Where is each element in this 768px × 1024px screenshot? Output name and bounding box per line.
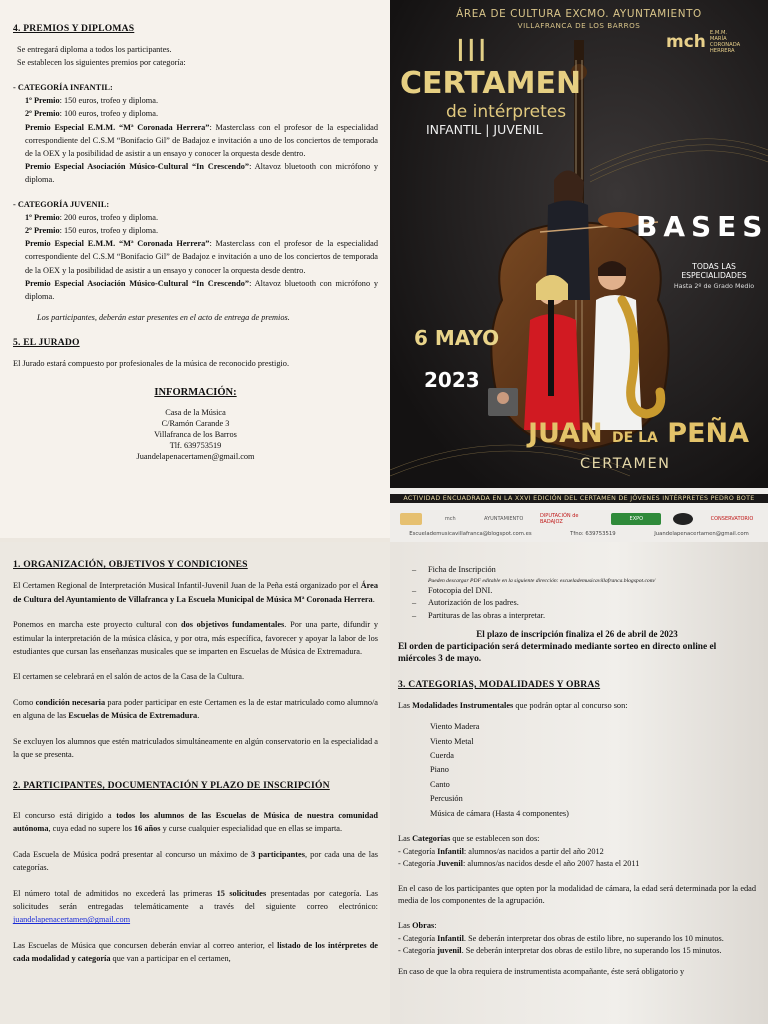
s1-paragraph-1: El Certamen Regional de Interpretación Musical Infantil-Juvenil Juan de la Peña está organizado por el Área de Cultura del Ayuntamiento de Villafranca y La Escuela Municipal de Música Mª Coronada Herrera. [13, 581, 378, 604]
documents-list [398, 564, 756, 622]
edition-number: III [456, 34, 489, 69]
s1-paragraph-3: El certamen se celebrará en el salón de actos de la Casa de la Cultura. [13, 672, 245, 682]
email-link[interactable]: juandelapenacertamen@gmail.com [13, 915, 131, 925]
categories-text: INFANTIL | JUVENIL [426, 122, 543, 137]
activity-text: ACTIVIDAD ENCUADRADA EN LA XXVI EDICIÓN DEL CERTAMEN DE JÓVENES INTÉRPRETES PEDRO BOTE [390, 494, 768, 503]
s2-paragraph-4: Las Escuelas de Música que concursen deberán enviar al correo anterior, el listado de los intérpretes de cada modalidad y categoría que van a participar en el certamen, [13, 940, 378, 964]
section-1-heading: 1. ORGANIZACIÓN, OBJETIVOS Y CONDICIONES [13, 559, 248, 570]
accompanist-note: En caso de que la obra requiera de instrumentista acompañante, éste será obligatorio y [398, 966, 685, 976]
presence-note: Los participantes, deberán estar presentes en el acto de entrega de premios. [37, 312, 290, 322]
de-interpretes: de intérpretes [446, 102, 567, 122]
sponsor-logos [400, 508, 760, 530]
conservatorio-logo: CONSERVATORIO [710, 516, 754, 522]
list-item: Viento Metal [430, 736, 474, 746]
infantil-title: - CATEGORÍA INFANTIL: [13, 83, 113, 93]
s1-paragraph-4: Como condición necesaria para poder participar en este Certamen es la de estar matriculado como alumno/a en alguna de las Escuelas de Música de Extremadura. [13, 697, 378, 721]
list-item: – Autorización de los padres. [398, 597, 756, 610]
section-2-heading: 2. PARTICIPANTES, DOCUMENTACIÓN Y PLAZO DE INSCRIPCIÓN [13, 780, 330, 792]
jury-text: El Jurado estará compuesto por profesionales de la música de reconocido prestigio. [13, 358, 290, 368]
list-item: – Ficha de Inscripción Pueden descargar PDF editable en la siguiente dirección: escuelademusicavillafranca.blogspot.com/ [398, 564, 756, 585]
intro-line: Se establecen los siguientes premios por categoría: [17, 58, 186, 68]
order-text: El orden de participación será determinado mediante sorteo en directo online el miércoles 3 de mayo. [398, 641, 717, 664]
prizes-heading: 4. PREMIOS Y DIPLOMAS [13, 23, 135, 34]
list-item: Cuerda [430, 750, 454, 760]
chamber-note: En el caso de los participantes que opten por la modalidad de cámara, la edad será determinada por la edad media de los componentes de la agrupación. [398, 883, 756, 906]
categories-intro: Las Categorías que se establecen son dos: [398, 834, 540, 843]
clarinet [548, 300, 554, 396]
jury-heading: 5. EL JURADO [13, 336, 80, 348]
event-year: 2023 [424, 368, 480, 392]
works-juvenil: - Categoría juvenil. Se deberán interpretar dos obras de estilo libre, no superando los 15 minutos. [398, 946, 722, 956]
infantil-prizes: 1º Premio: 150 euros, trofeo y diploma. 2º Premio: 100 euros, trofeo y diploma. Premio Especial E.M.M. “Mª Coronada Herrera”: Masterclass con el profesor de la especialidad correspondiente del C.S.M “Bonifacio Gil” de Badajoz e invitación a uno de los conciertos de temporada de la OEX y la posibilidad de asistir a un ensayo y conocer la orquesta desde dentro. Premio Especial Asociación Músico-Cultural “In Crescendo”: Altavoz bluetooth con micrófono y diploma. [25, 96, 378, 184]
town-text: VILLAFRANCA DE LOS BARROS [517, 21, 641, 30]
mch-logo: mch [444, 516, 456, 522]
category-juvenil: - Categoría Juvenil: alumnos/as nacidos desde el año 2007 hasta el 2011 [398, 859, 640, 869]
s2-paragraph-3: El número total de admitidos no excederá las primeras 15 solicitudes presentadas por categoría. Las solicitudes serán entregadas telemáticamente a través del siguiente correo electrónico: juandelapenacertamen@gmail.com [13, 888, 379, 925]
info-email: Juandelapenacertamen@gmail.com [136, 452, 255, 462]
area-text: ÁREA DE CULTURA EXCMO. AYUNTAMIENTO [456, 8, 702, 20]
info-heading: INFORMACIÓN: [154, 387, 237, 399]
organization-panel [0, 542, 390, 1024]
badge-icon [673, 513, 693, 525]
modalities-list [398, 720, 756, 821]
event-date: 6 MAYO [414, 326, 500, 350]
list-item: Piano [430, 765, 449, 775]
specialties-text: TODAS LAS ESPECIALIDADES Hasta 2º de Grado Medio [673, 262, 755, 290]
s1-paragraph-5: Se excluyen los alumnos que estén matriculados simultáneamente en algún conservatorio en la especialidad a la que se presenta. [13, 736, 378, 760]
s2-paragraph-2: Cada Escuela de Música podrá presentar al concurso un máximo de 3 participantes, por cada una de las categorías. [13, 849, 378, 873]
deadline-text: El plazo de inscripción finaliza el 26 de abril de 2023 [476, 629, 678, 640]
section-3-heading: 3. CATEGORIAS, MODALIDADES Y OBRAS [398, 678, 601, 690]
list-item: Canto [430, 779, 450, 789]
list-item: Música de cámara (Hasta 4 componentes) [430, 808, 569, 818]
juan-de-la-pena-logo: JUAN DE LA PEÑA [528, 418, 750, 449]
works-heading: Las Obras: [398, 920, 437, 930]
list-item: Viento Madera [430, 722, 480, 732]
expo-logo: EXPO [611, 513, 661, 525]
info-block: Casa de la Música C/Ramón Carande 3 Villafranca de los Barros Tlf. 639753519 Juandelapenacertamen@gmail.com [13, 407, 378, 462]
certamen-title: CERTAMEN [400, 66, 582, 101]
diputacion-logo: DIPUTACIÓN de BADAJOZ [539, 513, 579, 525]
modalities-intro: Las Modalidades Instrumentales que podrán optar al concurso son: [398, 700, 628, 710]
school-logo: mch E.M.M. MARÍA CORONADA HERRERA [666, 30, 741, 54]
intro-line: Se entregará diploma a todos los participantes. [17, 45, 172, 55]
list-item: Percusión [430, 794, 463, 804]
ayuntamiento-logo: AYUNTAMIENTO [484, 516, 524, 522]
list-item: – Fotocopia del DNI. [398, 585, 756, 598]
poster-contacts: Escuelademusicavillafranca@blogspot.com.es Tfno: 639753519 Juandelapenacertamen@gmail.com [409, 531, 749, 537]
categories-panel [390, 542, 768, 1024]
certamen-subtitle: CERTAMEN [580, 456, 671, 472]
poster [390, 0, 768, 542]
city-crest-icon [400, 513, 422, 525]
juvenil-title: - CATEGORÍA JUVENIL: [13, 200, 110, 210]
prizes-panel [0, 0, 390, 538]
s1-paragraph-2: Ponemos en marcha este proyecto cultural con dos objetivos fundamentales. Por una parte, difundir y estimular la interpretación de la música clásica, y por otra, más específica, favorecer y apoyar la labor de los estudiantes que cursan las enseñanzas musicales que se imparten en Escuelas de Música de Extremadura. [13, 620, 378, 657]
juvenil-prizes: 1º Premio: 200 euros, trofeo y diploma. 2º Premio: 150 euros, trofeo y diploma. Premio Especial E.M.M. “Mª Coronada Herrera”: Masterclass con el profesor de la especialidad correspondiente del C.S.M “Bonifacio Gil” de Badajoz e invitación a uno de los conciertos de temporada de la OEX y la posibilidad de asistir a un ensayo y conocer la orquesta desde dentro. Premio Especial Asociación Músico-Cultural “In Crescendo”: Altavoz bluetooth con micrófono y diploma. [25, 213, 378, 301]
bases-title: BASES [636, 210, 768, 243]
category-infantil: - Categoría Infantil: alumnos/as nacidos a partir del año 2012 [398, 846, 604, 856]
poster-header [390, 8, 768, 30]
s2-paragraph-1: El concurso está dirigido a todos los alumnos de las Escuelas de Música de nuestra comunidad autónoma, cuya edad no supere los 16 años y curse cualquier especialidad que en ellas se imparta. [13, 810, 378, 834]
list-item: – Partituras de las obras a interpretar. [398, 610, 756, 623]
works-infantil: - Categoría Infantil. Se deberán interpretar dos obras de estilo libre, no superando los 10 minutos. [398, 933, 724, 943]
